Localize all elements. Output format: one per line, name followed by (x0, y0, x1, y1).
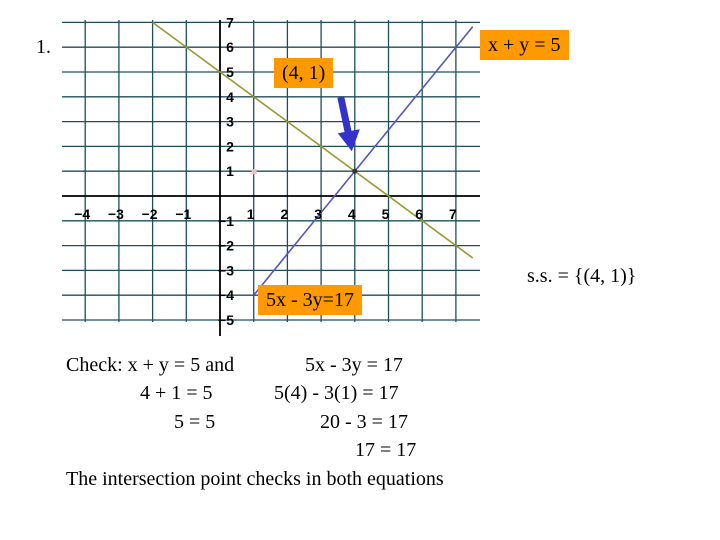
x-tick-label: 4 (347, 206, 356, 222)
y-tick-label: 5 (226, 64, 234, 80)
check-row-2-right: 5(4) - 3(1) = 17 (274, 382, 399, 404)
x-tick-label: 2 (280, 206, 289, 222)
grid-lines (62, 20, 480, 322)
check-row-4-right: 17 = 17 (355, 439, 417, 461)
arrow-head (338, 129, 360, 151)
check-conclusion: The intersection point checks in both equations (66, 468, 444, 490)
check-row-1-right: 5x - 3y = 17 (305, 354, 403, 376)
intersection-label: (4, 1) (274, 58, 333, 88)
check-row-3-right: 20 - 3 = 17 (320, 411, 408, 433)
x-tick-label: 3 (314, 206, 322, 222)
point-marker (252, 169, 257, 174)
y-tick-label: 3 (226, 113, 234, 130)
x-tick-label: 6 (415, 206, 424, 222)
x-tick-label: 1 (246, 206, 255, 222)
check-row-3-left: 5 = 5 (174, 411, 216, 433)
y-tick-label: 6 (226, 39, 234, 56)
equation-label-x-plus-y: x + y = 5 (480, 30, 569, 60)
y-tick-label: −3 (218, 262, 234, 279)
y-tick-label: −1 (218, 212, 234, 229)
y-tick-label: −5 (218, 312, 234, 328)
problem-number: 1. (36, 36, 51, 58)
y-tick-label: 7 (226, 14, 234, 31)
arrow-shaft (341, 97, 349, 135)
y-tick-label: 1 (226, 163, 234, 180)
y-tick-label: −4 (218, 287, 234, 304)
equation-label-5x-minus-3y: 5x - 3y=17 (258, 285, 362, 315)
x-tick-label: −4 (74, 206, 91, 222)
x-tick-label: 7 (449, 206, 457, 222)
x-tick-label: 5 (381, 206, 390, 222)
check-row-2-left: 4 + 1 = 5 (140, 382, 213, 404)
y-tick-label: 2 (226, 138, 234, 155)
x-tick-label: −1 (175, 206, 192, 222)
y-tick-label: 4 (226, 88, 234, 105)
x-tick-label: −2 (141, 206, 158, 222)
solution-set: s.s. = {(4, 1)} (527, 265, 637, 287)
check-row-1-left: Check: x + y = 5 and (66, 354, 235, 376)
y-tick-label: −2 (218, 237, 234, 254)
x-tick-label: −3 (107, 206, 124, 222)
intersection-point (352, 169, 357, 174)
